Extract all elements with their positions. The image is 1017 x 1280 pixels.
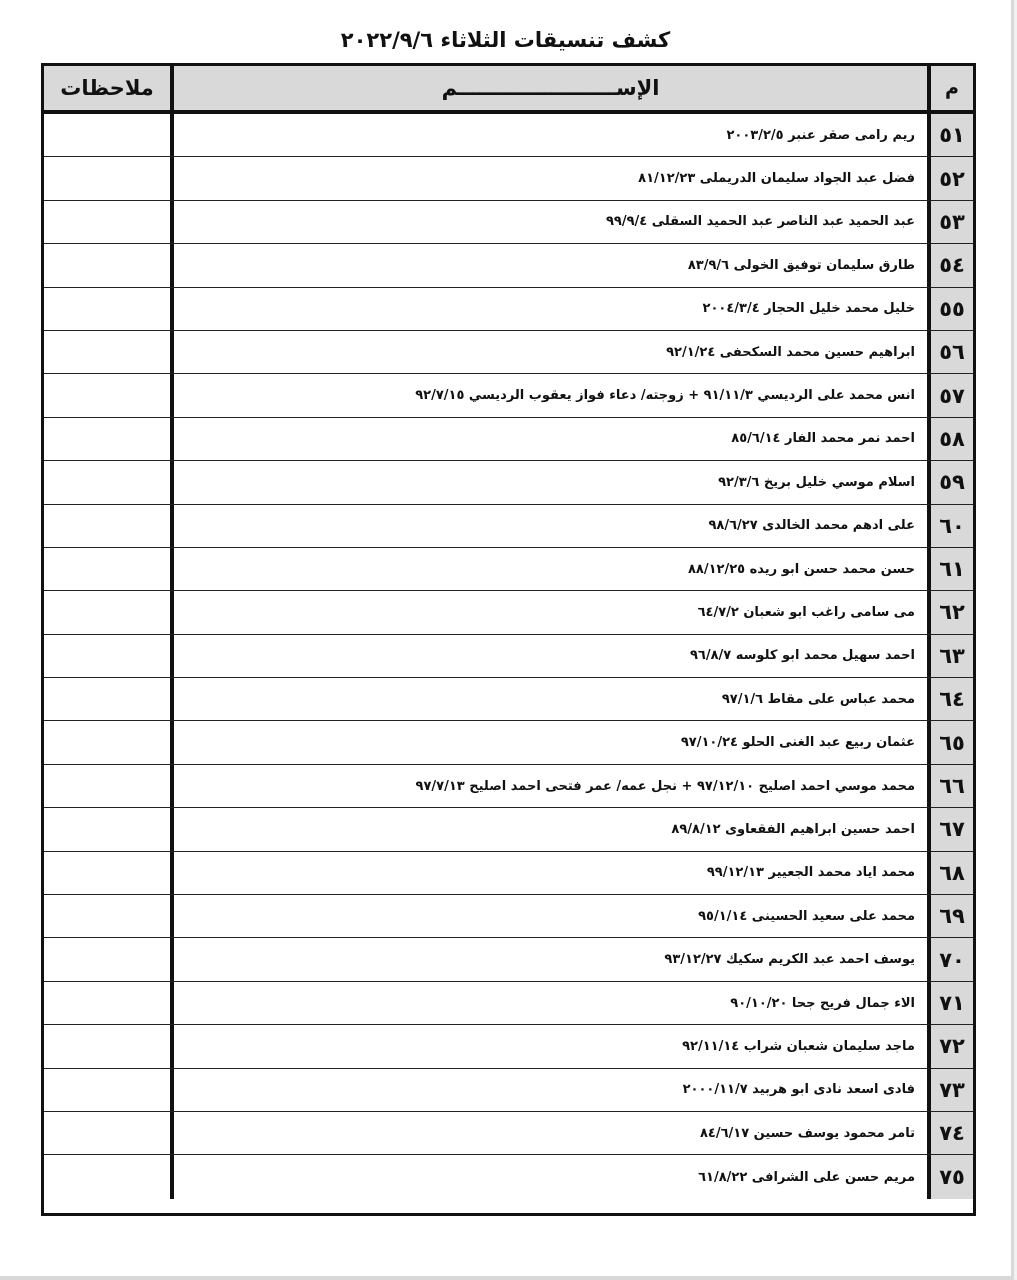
row-notes <box>44 157 170 199</box>
row-number: ٥٤ <box>927 244 973 286</box>
row-number: ٦٨ <box>927 852 973 894</box>
row-notes <box>44 114 170 156</box>
row-number: ٦٣ <box>927 635 973 677</box>
row-number: ٥٧ <box>927 374 973 416</box>
row-notes <box>44 548 170 590</box>
row-name: محمد موسي احمد اصليح ٩٧/١٢/١٠ + نجل عمه/ عمر فتحى احمد اصليح ٩٧/٧/١٣ <box>170 765 927 807</box>
row-notes <box>44 374 170 416</box>
table-row <box>44 1025 973 1068</box>
row-number: ٥٨ <box>927 418 973 460</box>
table-row <box>44 635 973 678</box>
table-row <box>44 461 973 504</box>
row-name: احمد سهيل محمد ابو كلوسه ٩٦/٨/٧ <box>170 635 927 677</box>
row-number: ٦١ <box>927 548 973 590</box>
row-name: محمد اياد محمد الجعيير ٩٩/١٢/١٣ <box>170 852 927 894</box>
table-row <box>44 1069 973 1112</box>
table-row <box>44 852 973 895</box>
row-notes <box>44 1025 170 1067</box>
row-name: ماجد سليمان شعبان شراب ٩٢/١١/١٤ <box>170 1025 927 1067</box>
row-number: ٦٦ <box>927 765 973 807</box>
row-notes <box>44 808 170 850</box>
row-number: ٦٢ <box>927 591 973 633</box>
row-name: محمد على سعيد الحسينى ٩٥/١/١٤ <box>170 895 927 937</box>
row-name: اسلام موسي خليل بريخ ٩٢/٣/٦ <box>170 461 927 503</box>
row-notes <box>44 331 170 373</box>
row-notes <box>44 938 170 980</box>
row-name: انس محمد على الرديسي ٩١/١١/٣ + زوجته/ دعاء فواز يعقوب الرديسي ٩٢/٧/١٥ <box>170 374 927 416</box>
header-name: الإســــــــــــــــــــــم <box>170 66 927 110</box>
table-row <box>44 201 973 244</box>
table-row <box>44 505 973 548</box>
row-name: عثمان ربيع عبد الغنى الحلو ٩٧/١٠/٢٤ <box>170 721 927 763</box>
row-notes <box>44 201 170 243</box>
row-number: ٦٧ <box>927 808 973 850</box>
table-row <box>44 288 973 331</box>
row-name: تامر محمود يوسف حسين ٨٤/٦/١٧ <box>170 1112 927 1154</box>
row-number: ٦٤ <box>927 678 973 720</box>
row-notes <box>44 591 170 633</box>
row-number: ٥٦ <box>927 331 973 373</box>
table-row <box>44 157 973 200</box>
page-title: كشف تنسيقات الثلاثاء ٢٠٢٢/٩/٦ <box>340 28 671 52</box>
table-row <box>44 331 973 374</box>
row-notes <box>44 244 170 286</box>
row-notes <box>44 1112 170 1154</box>
row-notes <box>44 635 170 677</box>
row-name: فضل عبد الجواد سليمان الدريملى ٨١/١٢/٢٣ <box>170 157 927 199</box>
table-row <box>44 895 973 938</box>
table-row <box>44 374 973 417</box>
table-row <box>44 1155 973 1198</box>
table-body <box>44 114 973 1199</box>
row-number: ٥٥ <box>927 288 973 330</box>
row-name: حسن محمد حسن ابو ريده ٨٨/١٢/٢٥ <box>170 548 927 590</box>
table-row <box>44 678 973 721</box>
table-row <box>44 721 973 764</box>
row-number: ٥٢ <box>927 157 973 199</box>
table-row <box>44 548 973 591</box>
row-name: طارق سليمان توفيق الخولى ٨٣/٩/٦ <box>170 244 927 286</box>
row-name: الاء جمال فريح جحا ٩٠/١٠/٢٠ <box>170 982 927 1024</box>
row-notes <box>44 461 170 503</box>
names-table <box>44 66 973 1199</box>
row-number: ٥٣ <box>927 201 973 243</box>
row-name: مريم حسن على الشرافى ٦١/٨/٢٢ <box>170 1155 927 1198</box>
row-name: ريم رامى صقر عنبر ٢٠٠٣/٢/٥ <box>170 114 927 156</box>
row-notes <box>44 1069 170 1111</box>
row-number: ٦٩ <box>927 895 973 937</box>
row-notes <box>44 852 170 894</box>
row-number: ٥٩ <box>927 461 973 503</box>
row-name: احمد نمر محمد الفار ٨٥/٦/١٤ <box>170 418 927 460</box>
row-number: ٧٤ <box>927 1112 973 1154</box>
table-row <box>44 244 973 287</box>
table-row <box>44 808 973 851</box>
row-name: محمد عباس على مقاط ٩٧/١/٦ <box>170 678 927 720</box>
row-notes <box>44 1155 170 1198</box>
table-row <box>44 982 973 1025</box>
row-number: ٥١ <box>927 114 973 156</box>
row-notes <box>44 418 170 460</box>
row-name: يوسف احمد عبد الكريم سكيك ٩٣/١٢/٢٧ <box>170 938 927 980</box>
table-row <box>44 418 973 461</box>
row-name: عبد الحميد عبد الناصر عبد الحميد السقلى ٩٩/٩/٤ <box>170 201 927 243</box>
row-name: على ادهم محمد الخالدى ٩٨/٦/٢٧ <box>170 505 927 547</box>
row-notes <box>44 765 170 807</box>
table-row <box>44 1112 973 1155</box>
header-notes: ملاحظات <box>44 66 170 110</box>
row-notes <box>44 982 170 1024</box>
table-row <box>44 938 973 981</box>
row-name: ابراهيم حسين محمد السكحفى ٩٢/١/٢٤ <box>170 331 927 373</box>
row-number: ٧٣ <box>927 1069 973 1111</box>
row-number: ٧١ <box>927 982 973 1024</box>
row-name: فادى اسعد نادى ابو هربيد ٢٠٠٠/١١/٧ <box>170 1069 927 1111</box>
row-name: مى سامى راغب ابو شعبان ٦٤/٧/٢ <box>170 591 927 633</box>
table-row <box>44 591 973 634</box>
row-number: ٧٢ <box>927 1025 973 1067</box>
row-number: ٦٥ <box>927 721 973 763</box>
table-row <box>44 765 973 808</box>
row-notes <box>44 505 170 547</box>
row-name: خليل محمد خليل الحجار ٢٠٠٤/٣/٤ <box>170 288 927 330</box>
row-notes <box>44 678 170 720</box>
table-row <box>44 114 973 157</box>
row-number: ٧٥ <box>927 1155 973 1198</box>
row-number: ٧٠ <box>927 938 973 980</box>
row-number: ٦٠ <box>927 505 973 547</box>
row-name: احمد حسين ابراهيم الفقعاوى ٨٩/٨/١٢ <box>170 808 927 850</box>
header-number: م <box>927 66 973 110</box>
table-header-row <box>44 66 973 114</box>
row-notes <box>44 721 170 763</box>
row-notes <box>44 288 170 330</box>
row-notes <box>44 895 170 937</box>
